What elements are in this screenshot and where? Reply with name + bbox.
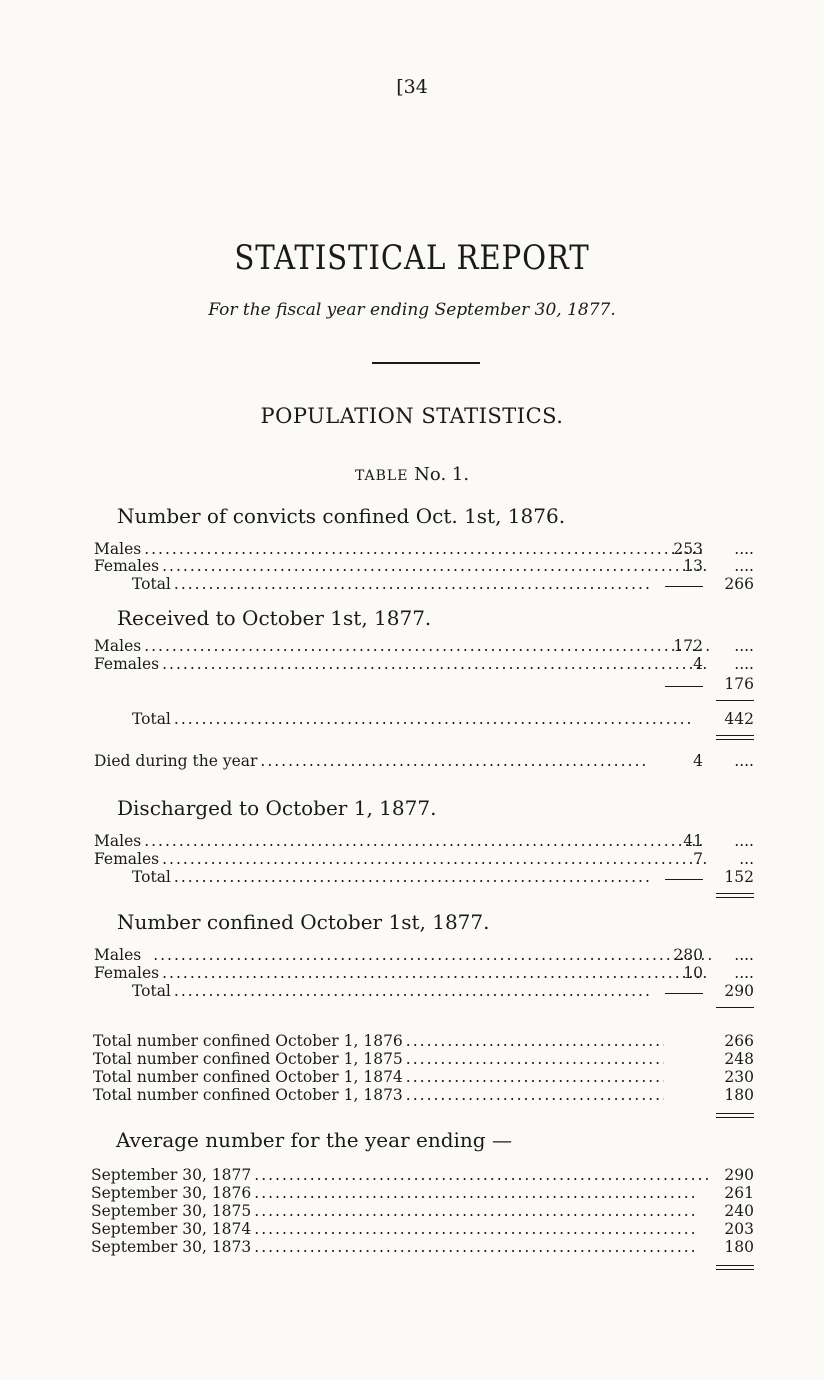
row-label: Females xyxy=(94,557,160,575)
table-row xyxy=(94,541,814,558)
page-number: [34 xyxy=(396,76,428,98)
table-row xyxy=(94,947,814,964)
row-label: September 30, 1877 xyxy=(91,1166,252,1184)
row-label: Total xyxy=(132,575,171,593)
double-rule xyxy=(716,1113,754,1118)
row-label: Total xyxy=(132,710,171,728)
block-heading-average: Average number for the year ending — xyxy=(116,1128,512,1152)
row-value-2: .... xyxy=(734,964,754,982)
average-row xyxy=(91,1167,814,1184)
row-label: September 30, 1875 xyxy=(91,1202,252,1220)
row-value-2: 290 xyxy=(724,982,754,1000)
table-row xyxy=(94,638,814,655)
died-row xyxy=(94,753,814,770)
row-value: 4 xyxy=(693,752,703,770)
row-value: 230 xyxy=(724,1068,754,1086)
subtotal-row xyxy=(94,676,814,693)
row-value: 172 xyxy=(673,637,703,655)
row-value: 203 xyxy=(724,1220,754,1238)
block-heading-confined-1876: Number of convicts confined Oct. 1st, 1876. xyxy=(117,504,566,528)
row-label: Total number confined October 1, 1874 xyxy=(93,1068,403,1086)
row-value-2: .... xyxy=(734,832,754,850)
row-label: September 30, 1873 xyxy=(91,1238,252,1256)
row-label: Females xyxy=(94,964,160,982)
row-label: Total number confined October 1, 1875 xyxy=(93,1050,403,1068)
average-row xyxy=(91,1203,814,1220)
row-value-2: .... xyxy=(734,946,754,964)
section-heading: POPULATION STATISTICS. xyxy=(260,404,564,428)
grand-total-value: 442 xyxy=(724,710,754,728)
average-row xyxy=(91,1185,814,1202)
table-title-number: No. 1. xyxy=(414,464,470,485)
block-heading-confined-1877: Number confined October 1st, 1877. xyxy=(117,910,490,934)
row-value-2: .... xyxy=(734,655,754,673)
row-value: 4 xyxy=(693,655,703,673)
total-rule xyxy=(716,700,754,701)
history-row xyxy=(93,1087,814,1104)
double-rule xyxy=(716,1265,754,1270)
total-rule xyxy=(716,1007,754,1008)
table-row xyxy=(94,851,814,868)
row-label: Males xyxy=(94,946,142,964)
row-label: Males xyxy=(94,540,142,558)
block-heading-discharged-1877: Discharged to October 1, 1877. xyxy=(117,796,437,820)
row-value: 13 xyxy=(683,557,703,575)
subtotal-value: 176 xyxy=(724,675,754,693)
row-label: Total xyxy=(132,868,171,886)
table-row xyxy=(132,576,814,593)
row-value: 248 xyxy=(724,1050,754,1068)
row-value: 41 xyxy=(683,832,703,850)
row-value: 261 xyxy=(724,1184,754,1202)
table-row xyxy=(94,833,814,850)
row-value: 7 xyxy=(693,850,703,868)
block-heading-received-1877: Received to October 1st, 1877. xyxy=(117,606,432,630)
report-title: STATISTICAL REPORT xyxy=(234,238,590,278)
row-label: Total number confined October 1, 1873 xyxy=(93,1086,403,1104)
row-value: 253 xyxy=(673,540,703,558)
report-subtitle: For the fiscal year ending September 30, 1877. xyxy=(208,300,616,320)
row-value-2: .... xyxy=(734,557,754,575)
average-row xyxy=(91,1239,814,1256)
row-value-2: 152 xyxy=(724,868,754,886)
table-title xyxy=(0,464,824,485)
row-value-2: 266 xyxy=(724,575,754,593)
row-label: Females xyxy=(94,655,160,673)
row-value: 266 xyxy=(724,1032,754,1050)
row-value: 180 xyxy=(724,1086,754,1104)
history-row xyxy=(93,1069,814,1086)
row-value: 10 xyxy=(683,964,703,982)
double-rule xyxy=(716,735,754,740)
row-label: Died during the year xyxy=(94,752,258,770)
row-value: 180 xyxy=(724,1238,754,1256)
row-value: 240 xyxy=(724,1202,754,1220)
double-rule xyxy=(716,893,754,898)
row-label: September 30, 1874 xyxy=(91,1220,252,1238)
row-label: Males xyxy=(94,637,142,655)
row-label: September 30, 1876 xyxy=(91,1184,252,1202)
row-label: Total number confined October 1, 1876 xyxy=(93,1032,403,1050)
row-value-2: .... xyxy=(734,637,754,655)
table-row xyxy=(94,965,814,982)
history-row xyxy=(93,1051,814,1068)
average-row xyxy=(91,1221,814,1238)
table-row xyxy=(94,558,814,575)
row-value-2: ... xyxy=(739,850,754,868)
row-label: Females xyxy=(94,850,160,868)
history-row xyxy=(93,1033,814,1050)
row-value-2: .... xyxy=(734,752,754,770)
table-title-word: TABLE xyxy=(354,468,409,484)
grand-total-row xyxy=(132,711,814,728)
row-value: 280 xyxy=(673,946,703,964)
row-label: Males xyxy=(94,832,142,850)
row-label: Total xyxy=(132,982,171,1000)
table-row xyxy=(94,656,814,673)
table-row xyxy=(132,983,814,1000)
row-value: 290 xyxy=(724,1166,754,1184)
title-divider xyxy=(372,362,480,364)
row-value-2: .... xyxy=(734,540,754,558)
table-row xyxy=(132,869,814,886)
